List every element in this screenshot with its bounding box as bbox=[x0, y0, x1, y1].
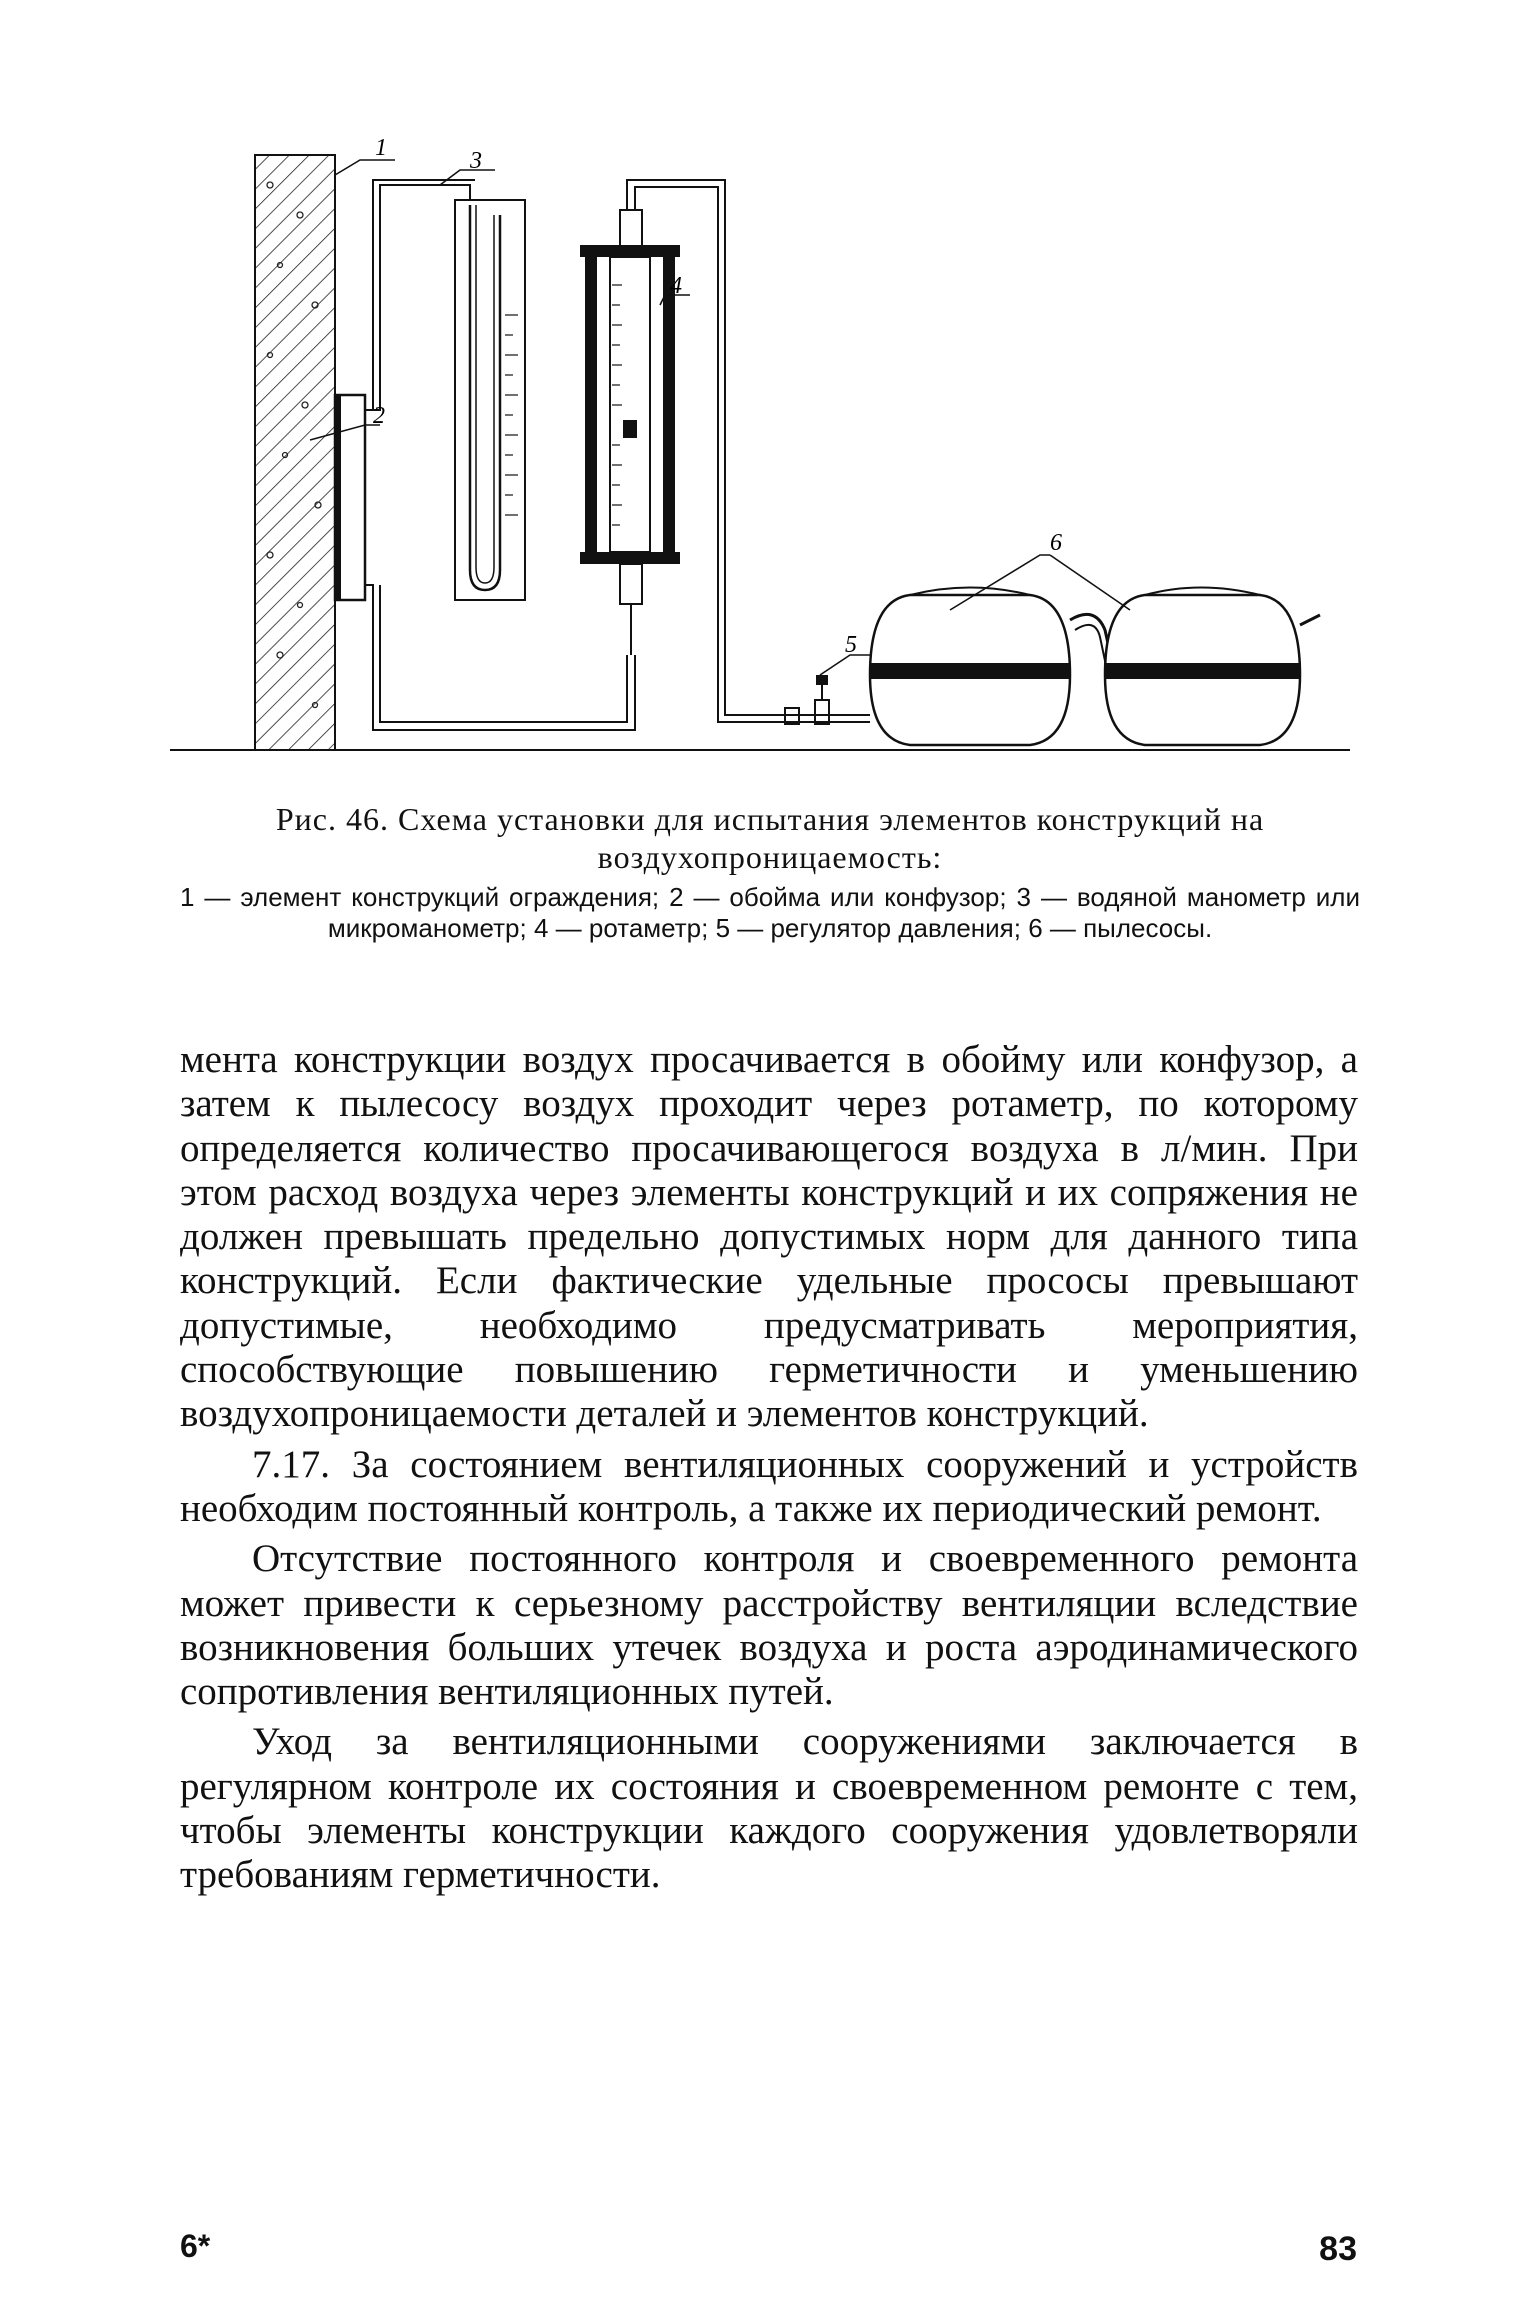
label-4: 4 bbox=[670, 273, 682, 299]
figure-caption-title: Рис. 46. Схема установки для испытания элементов конструкций на воздухопроницаемость: bbox=[275, 801, 1265, 875]
water-manometer bbox=[455, 200, 525, 600]
signature-mark: 6* bbox=[180, 2228, 211, 2264]
body-text bbox=[180, 1038, 1358, 1898]
label-5: 5 bbox=[845, 632, 857, 658]
vacuum-cleaner-2 bbox=[1105, 588, 1320, 746]
wall-element bbox=[255, 155, 335, 750]
diagram-svg bbox=[170, 135, 1380, 795]
pressure-regulator bbox=[770, 675, 870, 724]
paragraph: Отсутствие постоянного контроля и своевременного ремонта может привести к серьезному расстройству вентиляции вследствие возникновения больших утечек воздуха и роста аэродинамического сопротивления вентиляционных путей. bbox=[180, 1537, 1358, 1714]
label-1: 1 bbox=[375, 135, 387, 161]
paragraph: Уход за вентиляционными сооружениями заключается в регулярном контроле их состояния и своевременном ремонте с тем, чтобы элементы конструкции каждого сооружения удовлетворяли требованиям герметичности. bbox=[180, 1720, 1358, 1897]
label-6: 6 bbox=[1050, 530, 1062, 556]
paragraph: мента конструкции воздух просачивается в обойму или конфузор, а затем к пылесосу воздух проходит через ротаметр, по которому определяется количество просачивающегося воздуха в л/мин. При этом расход воздуха через элементы конструкций и их сопряжения не должен превышать предельно допустимых норм для данного типа конструкций. Если фактические удельные прососы превышают допустимые, необходимо предусматривать мероприятия, способствующие повышению герметичности и уменьшению воздухопроницаемости деталей и элементов конструкций. bbox=[180, 1038, 1358, 1436]
label-2: 2 bbox=[373, 403, 385, 429]
test-setup-diagram bbox=[170, 135, 1380, 795]
page-number: 83 bbox=[1319, 2230, 1357, 2268]
vacuum-cleaner-1 bbox=[870, 588, 1070, 746]
figure-caption-legend: 1 — элемент конструкций ограждения; 2 — обойма или конфузор; 3 — водяной манометр или микроманометр; 4 — ротаметр; 5 — регулятор давления; 6 — пылесосы. bbox=[180, 882, 1360, 943]
label-3: 3 bbox=[470, 148, 482, 174]
rotameter bbox=[580, 210, 680, 655]
paragraph: 7.17. За состоянием вентиляционных сооружений и устройств необходим постоянный контроль, а также их периодический ремонт. bbox=[180, 1442, 1358, 1530]
